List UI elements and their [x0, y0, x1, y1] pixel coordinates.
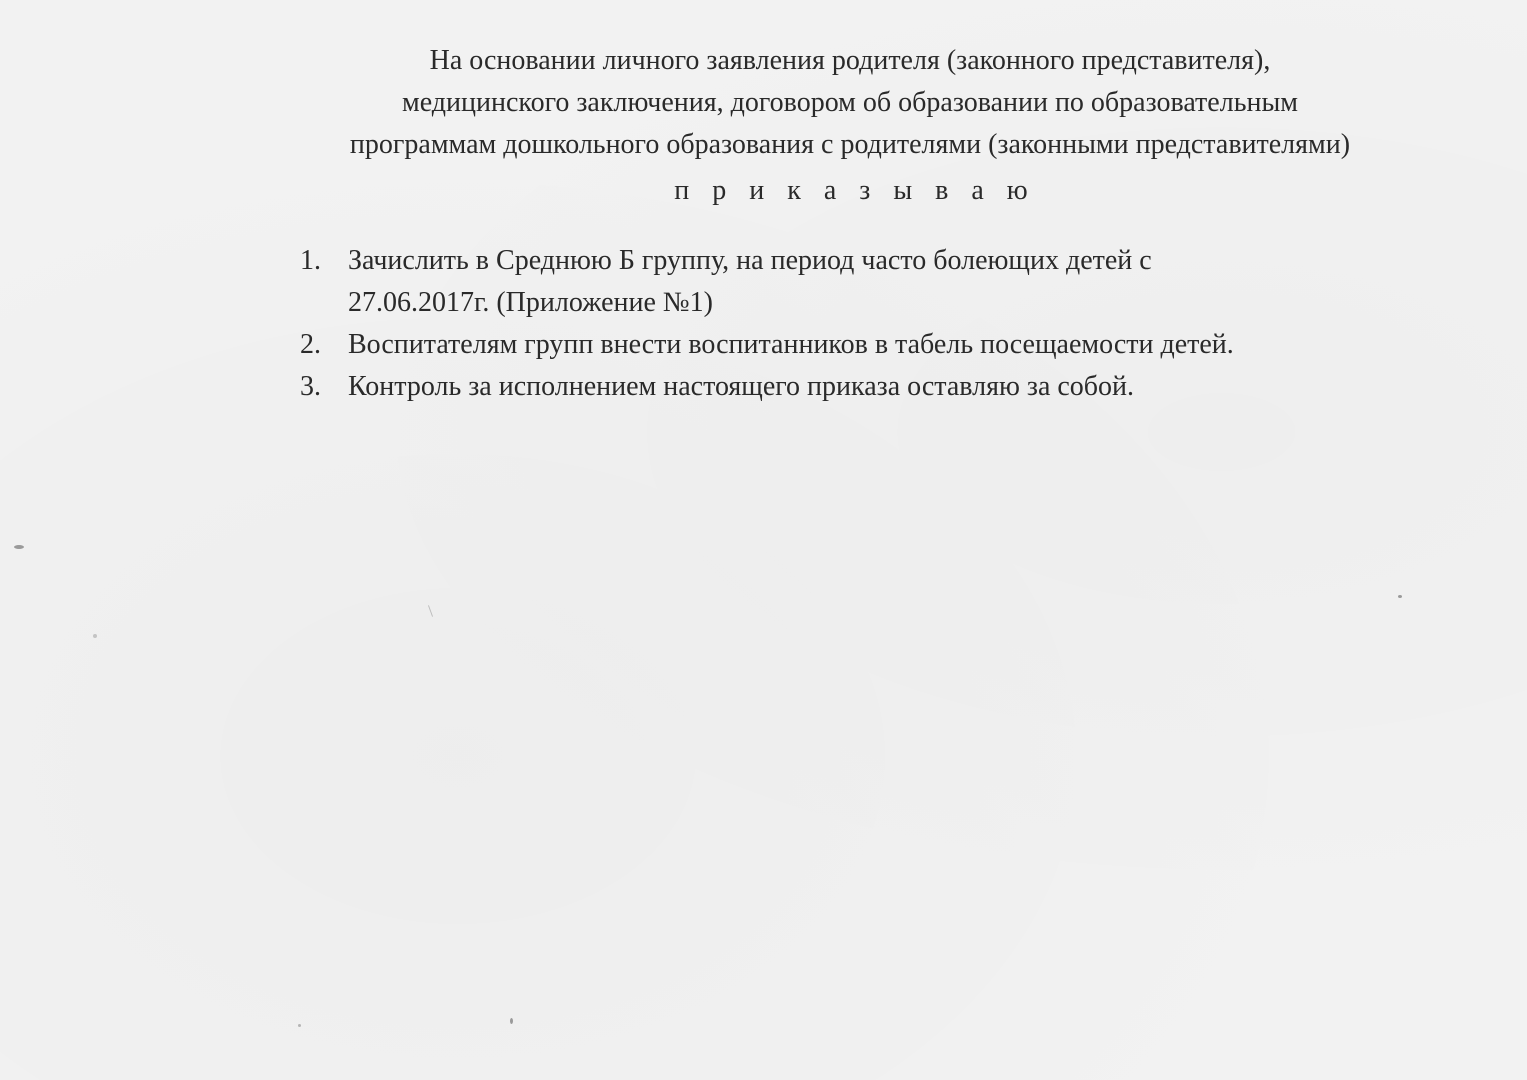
- preamble-line: На основании личного заявления родителя (законного представителя),: [429, 45, 1271, 76]
- order-item-2: [300, 324, 1500, 366]
- item-number: 3.: [300, 371, 321, 402]
- item-number: 2.: [300, 329, 321, 360]
- scan-speck: [93, 634, 97, 638]
- item-text-line: Воспитателям групп внести воспитанников в табель посещаемости детей.: [348, 329, 1234, 360]
- preamble-paragraph: [200, 40, 1500, 166]
- item-text-line: 27.06.2017г. (Приложение №1): [348, 287, 713, 318]
- item-text: [348, 366, 1500, 408]
- scan-speck: [298, 1024, 301, 1027]
- scan-scratch: [428, 605, 433, 617]
- item-number: 1.: [300, 245, 321, 276]
- order-item-1: [300, 240, 1500, 324]
- scan-speck: [14, 545, 24, 549]
- order-heading: п р и к а з ы в а ю: [674, 175, 1036, 206]
- preamble-line: медицинского заключения, договором об образовании по образовательным: [402, 87, 1298, 118]
- preamble-line: программам дошкольного образования с родителями (законными представителями): [349, 129, 1351, 160]
- scan-speck: [510, 1018, 513, 1024]
- item-text-line: Зачислить в Среднюю Б группу, на период часто болеющих детей с: [348, 245, 1152, 276]
- order-items-list: [300, 240, 1500, 408]
- scan-speck: [1398, 595, 1402, 598]
- item-text: [348, 324, 1500, 366]
- order-item-3: [300, 366, 1500, 408]
- item-text: [348, 240, 1500, 324]
- item-text-line: Контроль за исполнением настоящего приказа оставляю за собой.: [348, 371, 1135, 402]
